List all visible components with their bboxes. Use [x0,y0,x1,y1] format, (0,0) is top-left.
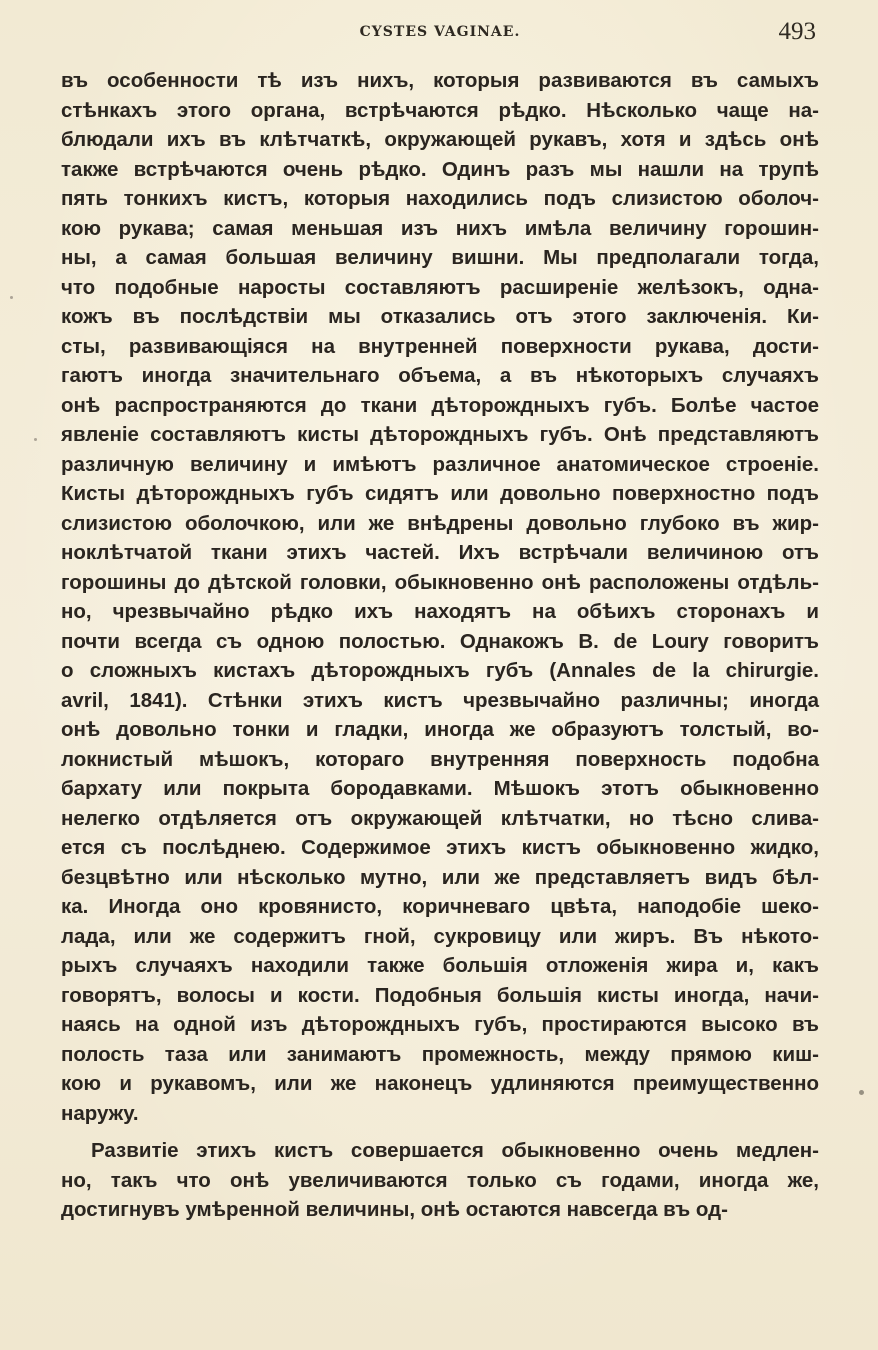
paragraph-1 [61,66,819,1128]
text-line: сты, развивающіяся на внутренней поверхности рукава, дости- [61,334,819,358]
text-line: пять тонкихъ кистъ, которыя находились подъ слизистою оболоч- [61,187,819,210]
text-line: достигнувъ умѣренной величины, онѣ остаются навсегда въ од- [61,1198,729,1221]
text-line: бархату или покрыта бородавками. Мѣшокъ этотъ обыкновенно [61,777,819,800]
running-head: CYSTES VAGINAE. [359,24,521,40]
text-line: ноклѣтчатой ткани этихъ частей. Ихъ встрѣчали величиною отъ [61,541,819,564]
text-line: полость таза или занимаютъ промежность, между прямою киш- [61,1042,819,1066]
text-line: различную величину и имѣютъ различное анатомическое строеніе. [61,452,819,476]
text-line: ется съ послѣднею. Содержимое этихъ кистъ обыкновенно жидко, [61,836,819,859]
text-line: горошины до дѣтской головки, обыкновенно онѣ расположены отдѣль- [61,570,819,594]
text-line: Развитіе этихъ кистъ совершается обыкновенно очень медлен- [91,1139,819,1162]
text-line: ка. Иногда оно кровянисто, коричневаго цвѣта, наподобіе шеко- [61,895,819,918]
text-line: кожъ въ послѣдствіи мы отказались отъ этого заключенія. Ки- [61,305,819,328]
paper-speck [859,1090,864,1095]
text-line: кою рукава; самая меньшая изъ нихъ имѣла величину горошин- [61,216,819,240]
text-line: слизистою оболочкою, или же внѣдрены довольно глубоко въ жир- [61,511,819,535]
text-line: почти всегда съ одною полостью. Однакожъ B. de Loury говоритъ [61,629,819,653]
text-line: наружу. [61,1101,139,1125]
text-line: рыхъ случаяхъ находили также большія отложенія жира и, какъ [61,954,819,977]
text-line: о сложныхъ кистахъ дѣторождныхъ губъ (Annales de la chirurgie. [61,659,819,682]
text-line: стѣнкахъ этого органа, встрѣчаются рѣдко. Нѣсколько чаще на- [61,98,819,122]
text-line: блюдали ихъ въ клѣтчаткѣ, окружающей рукавъ, хотя и здѣсь онѣ [61,128,819,151]
text-line: avril, 1841). Стѣнки этихъ кистъ чрезвычайно различны; иногда [61,688,819,712]
text-line: но, чрезвычайно рѣдко ихъ находятъ на обѣихъ сторонахъ и [61,600,819,623]
paragraph-2 [61,1136,819,1225]
text-line: но, такъ что онѣ увеличиваются только съ годами, иногда же, [61,1168,819,1192]
paper-speck [10,296,13,299]
text-line: также встрѣчаются очень рѣдко. Одинъ разъ мы нашли на трупѣ [61,157,819,181]
text-line: гаютъ иногда значительнаго объема, а въ нѣкоторыхъ случаяхъ [61,364,819,387]
body-text [61,66,819,1225]
text-line: въ особенности тѣ изъ нихъ, которыя развиваются въ самыхъ [61,69,819,92]
text-line: кою и рукавомъ, или же наконецъ удлиняются преимущественно [61,1072,819,1095]
text-line: лада, или же содержитъ гной, сукровицу или жиръ. Въ нѣкото- [61,924,819,948]
text-line: Кисты дѣторождныхъ губъ сидятъ или довольно поверхностно подъ [61,482,819,505]
text-line: безцвѣтно или нѣсколько мутно, или же представляетъ видъ бѣл- [61,865,819,889]
text-line: онѣ довольно тонки и гладки, иногда же образуютъ толстый, во- [61,718,819,741]
text-line: что подобные наросты составляютъ расширеніе желѣзокъ, одна- [61,275,819,299]
text-line: наясь на одной изъ дѣторождныхъ губъ, простираются высоко въ [61,1013,819,1036]
text-line: нелегко отдѣляется отъ окружающей клѣтчатки, но тѣсно слива- [61,806,819,830]
paper-speck [34,438,37,441]
text-line: онѣ распространяются до ткани дѣторождныхъ губъ. Болѣе частое [61,393,819,417]
text-line: явленіе составляютъ кисты дѣторождныхъ губъ. Онѣ представляютъ [61,423,819,446]
page-number: 493 [778,18,816,45]
text-line: ны, а самая большая величину вишни. Мы предполагали тогда, [61,246,819,269]
page-header [60,18,820,48]
text-line: локнистый мѣшокъ, котораго внутренняя поверхность подобна [61,747,819,771]
text-line: говорятъ, волосы и кости. Подобныя большія кисты иногда, начи- [61,983,819,1007]
